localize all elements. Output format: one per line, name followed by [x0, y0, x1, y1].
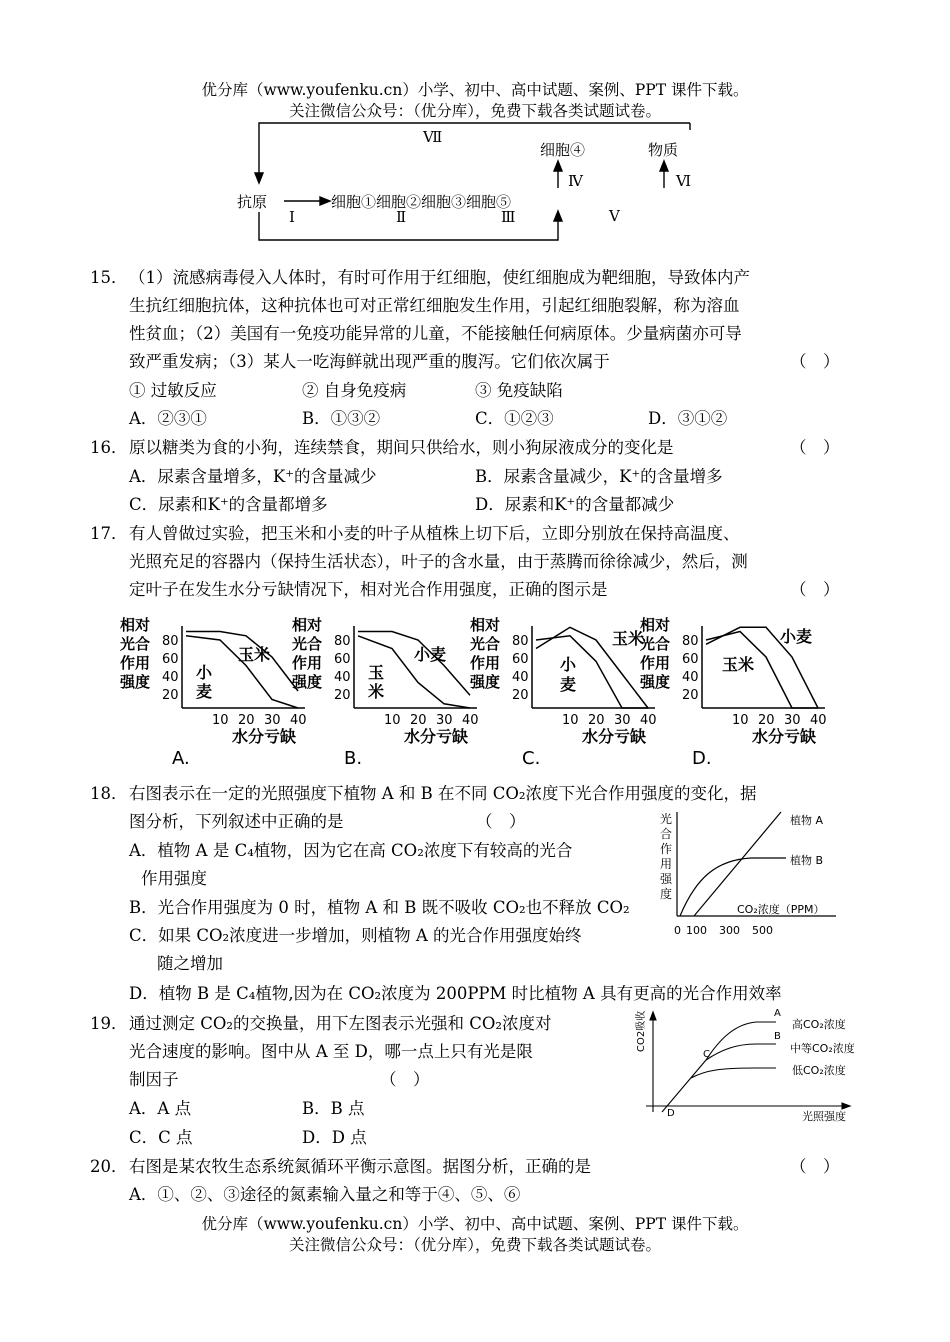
chart-letter: A.: [172, 748, 190, 769]
q15-option-c[interactable]: C．①②③: [475, 409, 554, 428]
x-axis-label: 水分亏缺: [404, 727, 469, 746]
q16-stem: 原以糖类为食的小狗，连续禁食，期间只供给水，则小狗尿液成分的变化是: [129, 438, 674, 457]
x-tick-label: 10: [384, 713, 401, 728]
label-corn-v2: 米: [368, 682, 385, 701]
q18-number: 18．: [90, 784, 128, 803]
page-header-line1: 优分库（www.youfenku.cn）小学、初中、高中试题、案例、PPT 课件下载。: [201, 81, 749, 99]
high-co2-curve: [662, 1022, 776, 1112]
q18-line2: 图分析，下列叙述中正确的是: [129, 812, 344, 831]
q15-option-d[interactable]: D．③①②: [648, 409, 728, 428]
point-d-label: D: [667, 1108, 675, 1119]
q18-chart-xlabel: CO₂浓度（PPM）: [737, 903, 825, 916]
q19-line2: 光合速度的影响。图中从 A 至 D，哪一点上只有光是限: [129, 1042, 533, 1061]
q15-option-a[interactable]: A．②③①: [129, 409, 207, 428]
page-footer-line2: 关注微信公众号：（优分库），免费下载各类试题试卷。: [288, 1236, 661, 1254]
immune-response-diagram: [0, 0, 950, 260]
q20-answer-blank: （ ）: [790, 1157, 840, 1176]
label-corn-v1: 玉: [368, 663, 385, 682]
label-wheat-v1: 小: [560, 655, 577, 674]
x-axis-label: 水分亏缺: [232, 727, 297, 746]
q16-option-d[interactable]: D．尿素和K⁺的含量都减少: [475, 495, 675, 514]
y-tick-label: 60: [512, 652, 529, 667]
q20-stem: 右图是某农牧生态系统氮循环平衡示意图。据图分析，正确的是: [129, 1157, 591, 1176]
chart-letter: C.: [522, 748, 541, 769]
q15-number: 15．: [90, 268, 128, 287]
chart-letter: B.: [344, 748, 363, 769]
q18-option-b[interactable]: B．光合作用强度为 0 时，植物 A 和 B 既不吸收 CO₂也不释放 CO₂: [129, 898, 630, 917]
label-wheat-v1: 小: [196, 663, 213, 682]
y-label-line: 相对: [470, 616, 501, 634]
q17-chart-a: [119, 616, 307, 769]
y-label-line: 作用: [120, 654, 151, 672]
roman-1: Ⅰ: [289, 208, 295, 226]
x-tick-label: 30: [784, 713, 801, 728]
x-tick-label: 20: [588, 713, 605, 728]
y-tick-label: 20: [334, 688, 351, 703]
y-tick-label: 80: [162, 634, 179, 649]
y-label-line: 作用: [470, 654, 501, 672]
label-wheat: 小麦: [414, 645, 447, 664]
y-label-line: 光合: [120, 635, 151, 653]
y-label-line: 强度: [470, 673, 501, 691]
q18-tick-100: 100: [686, 924, 707, 937]
q17-chart-c: [469, 616, 657, 769]
q15-line3: 性贫血；（2）美国有一免疫功能异常的儿童，不能接触任何病原体。少量病菌亦可导: [129, 324, 742, 343]
roman-6: Ⅵ: [676, 172, 692, 190]
y-tick-label: 60: [162, 652, 179, 667]
label-wheat-v2: 麦: [196, 682, 213, 701]
q17-line2: 光照充足的容器内（保持生活状态），叶子的含水量，由于蒸腾而徐徐减少，然后，测: [129, 552, 748, 571]
roman-4: Ⅳ: [568, 172, 583, 190]
x-tick-label: 10: [732, 713, 749, 728]
y-tick-label: 80: [682, 634, 699, 649]
y-tick-label: 60: [334, 652, 351, 667]
y-tick-label: 80: [334, 634, 351, 649]
roman-3: Ⅲ: [501, 208, 516, 226]
q18-line1: 右图表示在一定的光照强度下植物 A 和 B 在不同 CO₂浓度下光合作用强度的变化，据: [129, 784, 757, 803]
q19-number: 19．: [90, 1014, 128, 1033]
x-axis-label: 水分亏缺: [752, 727, 817, 746]
y-label-line: 作用: [640, 654, 671, 672]
chart-letter: D.: [692, 748, 712, 769]
q17-number: 17．: [90, 524, 128, 543]
low-co2-curve: [691, 1068, 776, 1078]
q15-line4: 致严重发病；（3）某人一吃海鲜就出现严重的腹泻。它们依次属于: [129, 352, 610, 371]
x-tick-label: 30: [436, 713, 453, 728]
y-tick-label: 40: [512, 670, 529, 685]
q17-chart-b: [291, 616, 479, 769]
q16-option-c[interactable]: C．尿素和K⁺的含量都增多: [129, 495, 328, 514]
label-corn: 玉米: [722, 655, 755, 674]
y-label-line: 强度: [640, 673, 671, 691]
q18-tick-300: 300: [719, 924, 740, 937]
q18-co2-chart: [656, 808, 856, 938]
high-co2-label: 高CO₂浓度: [792, 1018, 846, 1031]
substance-label: 物质: [648, 141, 679, 159]
x-tick-label: 10: [212, 713, 229, 728]
roman-2: Ⅱ: [396, 208, 407, 226]
label-wheat: 小麦: [780, 627, 813, 646]
y-label-line: 作用: [292, 654, 323, 672]
y-tick-label: 80: [512, 634, 529, 649]
x-tick-label: 40: [810, 713, 827, 728]
q18-option-c[interactable]: C．如果 CO₂浓度进一步增加，则植物 A 的光合作用强度始终: [129, 926, 582, 945]
label-corn: 玉米: [238, 645, 271, 664]
q19-line1: 通过测定 CO₂的交换量，用下左图表示光强和 CO₂浓度对: [129, 1014, 552, 1033]
q18-option-c-cont: 随之增加: [157, 954, 223, 973]
mid-co2-label: 中等CO₂浓度: [790, 1042, 855, 1055]
low-co2-label: 低CO₂浓度: [792, 1064, 846, 1077]
q15-item1: ① 过敏反应: [129, 381, 217, 400]
x-tick-label: 30: [614, 713, 631, 728]
y-tick-label: 60: [682, 652, 699, 667]
point-b-label: B: [774, 1031, 781, 1042]
x-tick-label: 20: [758, 713, 775, 728]
q17-line3: 定叶子在发生水分亏缺情况下，相对光合作用强度，正确的图示是: [129, 580, 608, 599]
x-tick-label: 40: [640, 713, 657, 728]
q15-item3: ③ 免疫缺陷: [475, 381, 563, 400]
x-tick-label: 10: [562, 713, 579, 728]
y-tick-label: 40: [682, 670, 699, 685]
q18-option-a[interactable]: A．植物 A 是 C₄植物，因为它在高 CO₂浓度下有较高的光合: [129, 841, 573, 860]
x-tick-label: 30: [264, 713, 281, 728]
roman-5: Ⅴ: [609, 207, 620, 225]
plant-a-label: 植物 A: [790, 814, 824, 827]
q19-chart-xlabel: 光照强度: [802, 1110, 846, 1123]
q19-line3: 制因子: [129, 1070, 179, 1089]
antigen-label: 抗原: [237, 193, 268, 211]
q15-line1: （1）流感病毒侵入人体时，有时可作用于红细胞，使红细胞成为靶细胞，导致体内产: [129, 268, 750, 287]
q15-answer-blank: （ ）: [790, 352, 840, 371]
q17-charts: [0, 612, 950, 772]
y-label-line: 强度: [292, 673, 323, 691]
y-tick-label: 20: [512, 688, 529, 703]
plant-b-label: 植物 B: [790, 854, 824, 867]
y-tick-label: 40: [334, 670, 351, 685]
point-c-label: C: [703, 1049, 710, 1060]
q18-answer-blank: （ ）: [476, 812, 526, 831]
cell-chain-label: 细胞①细胞②细胞③细胞⑤: [331, 193, 512, 211]
label-corn: 玉米: [612, 629, 645, 648]
point-a-label: A: [774, 1008, 781, 1019]
q18-option-d[interactable]: D．植物 B 是 C₄植物,因为在 CO₂浓度为 200PPM 时比植物 A 具有更高的光合作用效率: [129, 984, 782, 1003]
y-label-line: 光合: [292, 635, 323, 653]
q17-answer-blank: （ ）: [790, 580, 840, 599]
y-label-line: 光合: [470, 635, 501, 653]
q18-tick-500: 500: [752, 924, 773, 937]
page-header-line2: 关注微信公众号：（优分库），免费下载各类试题试卷。: [288, 102, 661, 120]
y-label-line: 相对: [120, 616, 151, 634]
q20-option-a[interactable]: A．①、②、③途径的氮素输入量之和等于④、⑤、⑥: [129, 1185, 521, 1204]
q16-option-a[interactable]: A．尿素含量增多，K⁺的含量减少: [129, 467, 377, 486]
x-tick-label: 40: [462, 713, 479, 728]
x-tick-label: 20: [410, 713, 427, 728]
y-tick-label: 40: [162, 670, 179, 685]
q17-chart-d: [639, 616, 827, 769]
q18-tick-0: 0: [674, 924, 681, 937]
q18-chart-ylabel: 光合作用强度: [660, 812, 673, 901]
q18-option-a-cont: 作用强度: [141, 869, 207, 888]
label-wheat-v2: 麦: [560, 675, 577, 694]
y-label-line: 相对: [292, 616, 323, 634]
q15-line2: 生抗红细胞抗体，这种抗体也可对正常红细胞发生作用，引起红细胞裂解，称为溶血: [129, 296, 740, 315]
q19-chart-ylabel: CO2吸收: [636, 1010, 647, 1052]
q16-number: 16．: [90, 438, 128, 457]
q16-option-b[interactable]: B．尿素含量减少，K⁺的含量增多: [475, 467, 723, 486]
y-label-line: 光合: [640, 635, 671, 653]
q15-item2: ② 自身免疫病: [302, 381, 407, 400]
q20-number: 20．: [90, 1157, 128, 1176]
q17-line1: 有人曾做过实验，把玉米和小麦的叶子从植株上切下后，立即分别放在保持高温度、: [129, 524, 740, 543]
q19-option-c[interactable]: C．C 点: [129, 1128, 193, 1147]
q16-answer-blank: （ ）: [790, 438, 840, 457]
y-tick-label: 20: [162, 688, 179, 703]
x-tick-label: 40: [290, 713, 307, 728]
q19-option-a[interactable]: A．A 点: [129, 1099, 192, 1118]
x-tick-label: 20: [238, 713, 255, 728]
page-footer-line1: 优分库（www.youfenku.cn）小学、初中、高中试题、案例、PPT 课件下载。: [201, 1215, 749, 1233]
roman-7: Ⅶ: [423, 128, 443, 146]
q19-option-b[interactable]: B．B 点: [302, 1099, 365, 1118]
x-axis-label: 水分亏缺: [582, 727, 647, 746]
q19-answer-blank: （ ）: [380, 1070, 430, 1089]
q15-option-b[interactable]: B．①③②: [302, 409, 381, 428]
cell4-label: 细胞④: [540, 141, 586, 159]
y-label-line: 强度: [120, 673, 151, 691]
y-tick-label: 20: [682, 688, 699, 703]
q19-option-d[interactable]: D．D 点: [302, 1128, 367, 1147]
y-label-line: 相对: [640, 616, 671, 634]
